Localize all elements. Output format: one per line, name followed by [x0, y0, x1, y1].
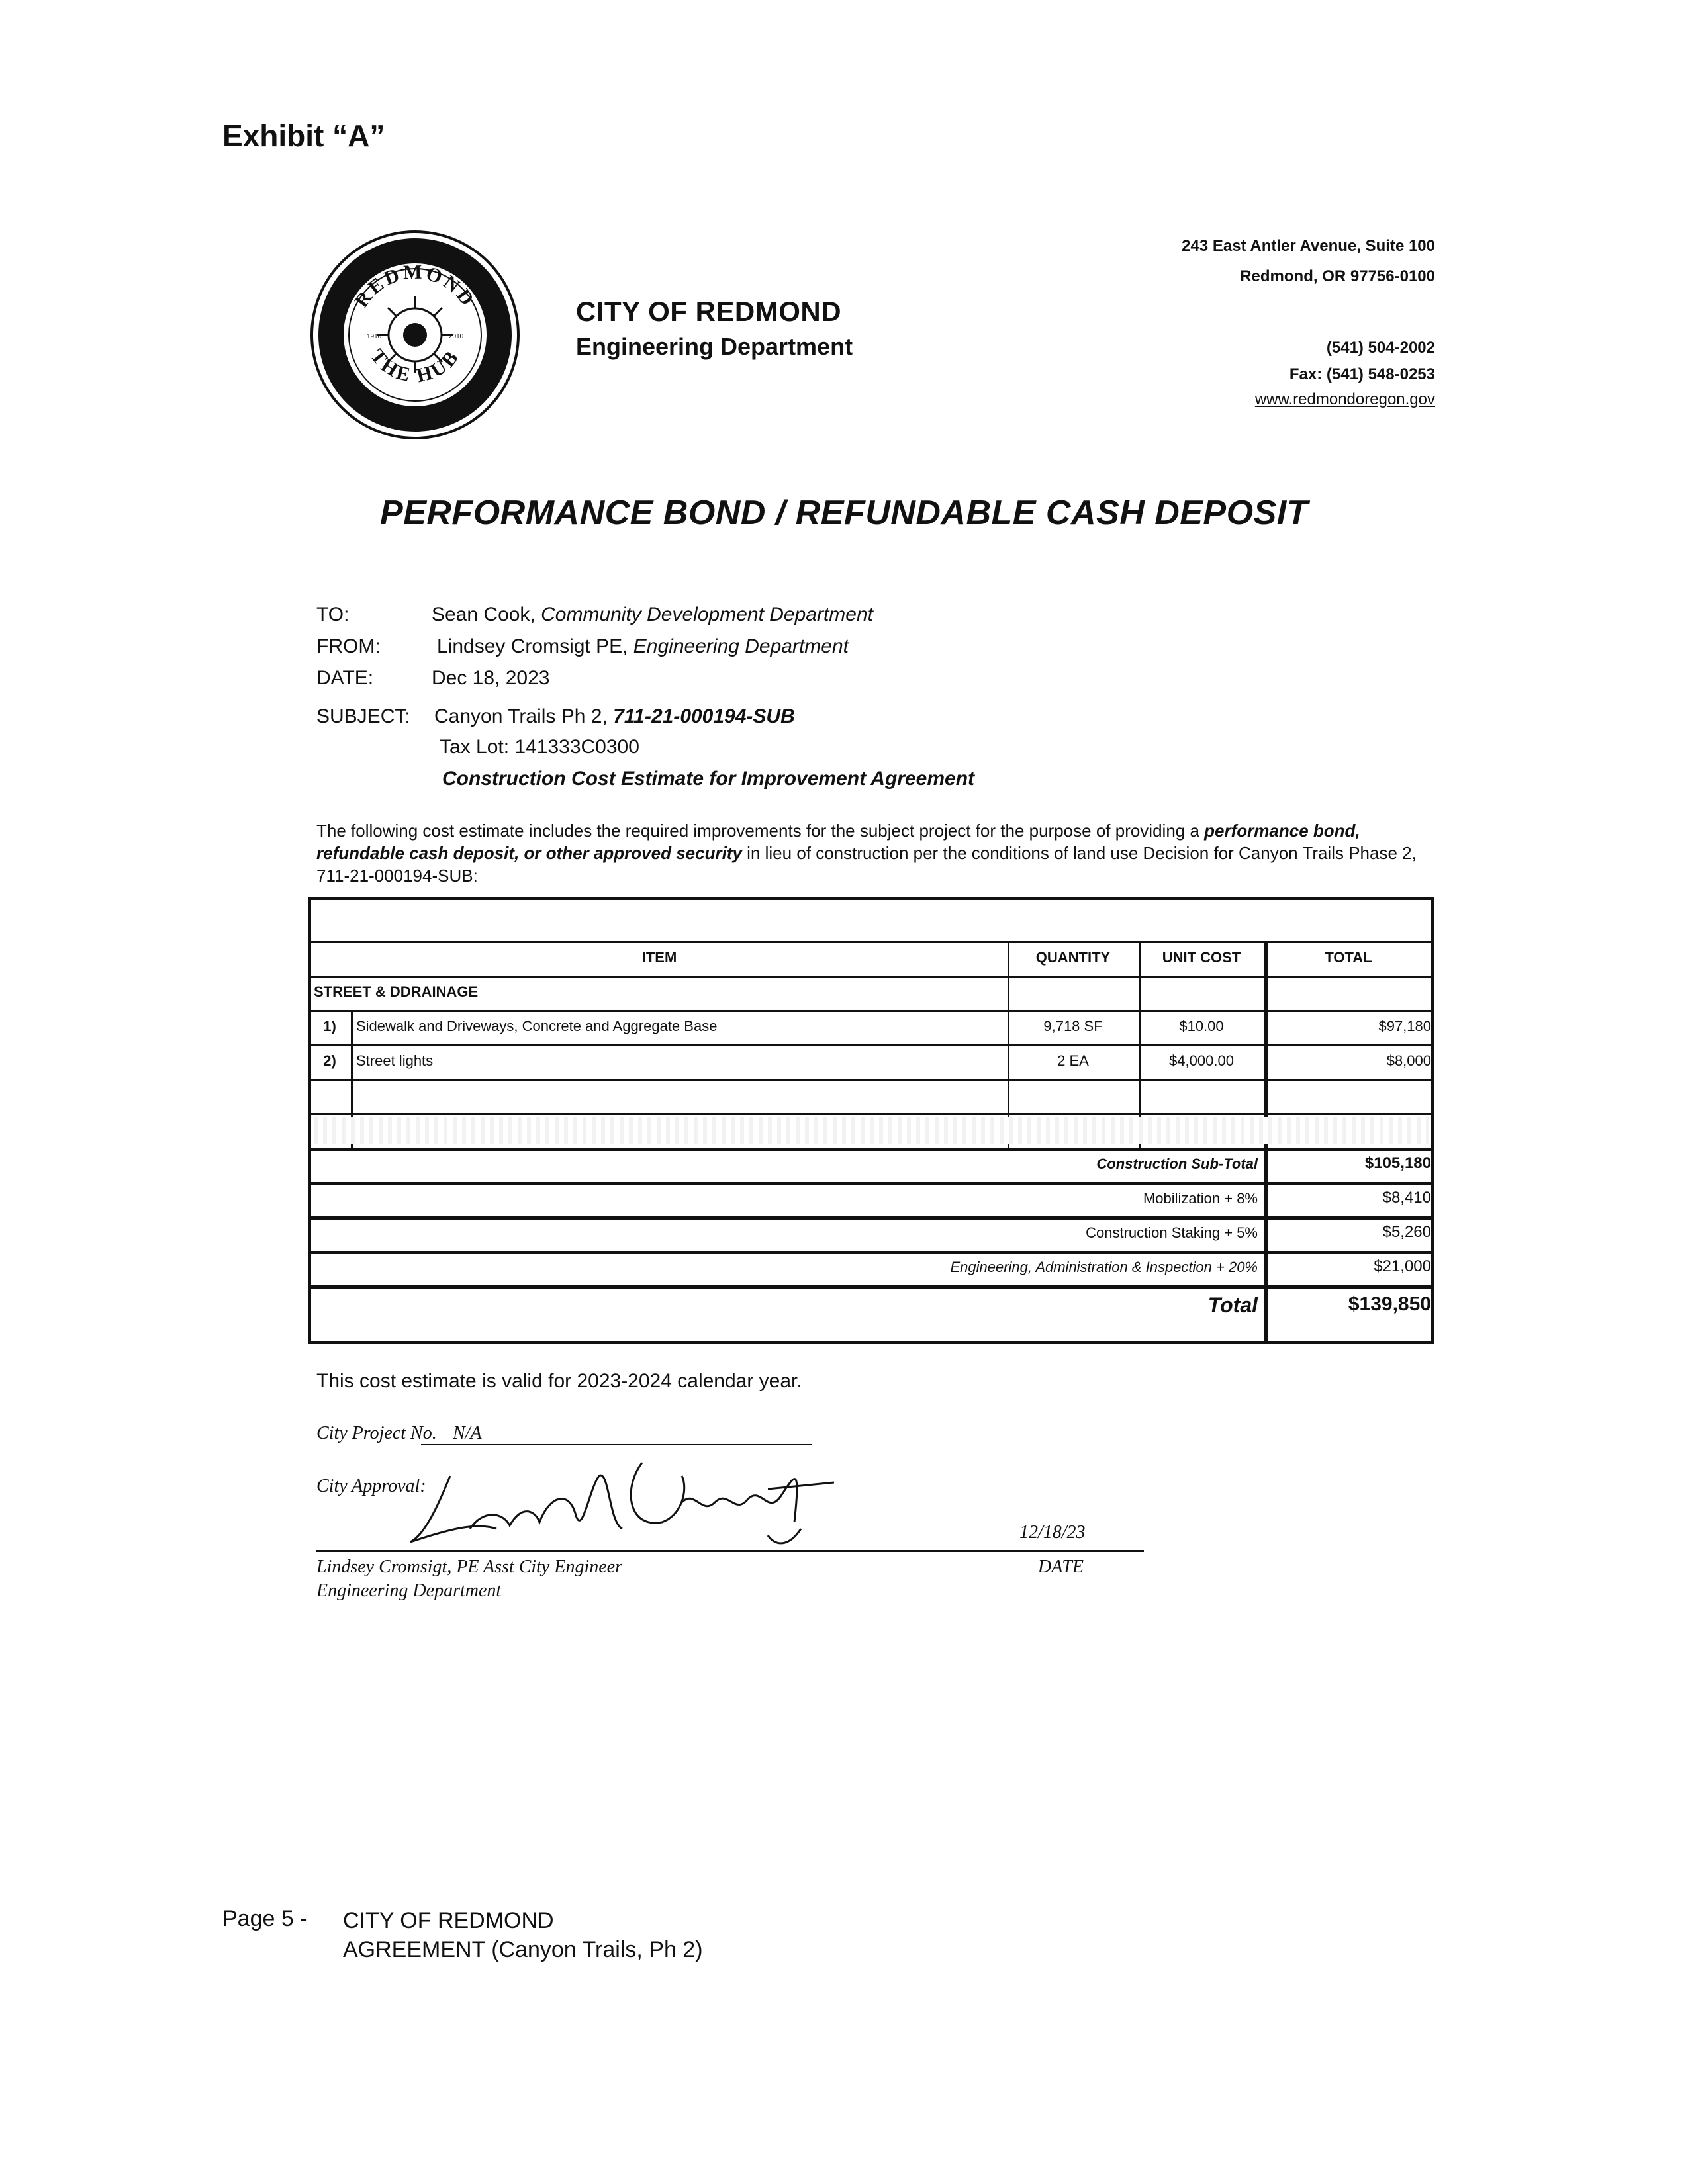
col-header-item: ITEM [641, 949, 677, 966]
website-link[interactable]: www.redmondoregon.gov [1254, 390, 1435, 408]
signature-image [371, 1449, 834, 1549]
subject-project: Canyon Trails Ph 2, [434, 705, 614, 727]
subject-value [434, 705, 795, 728]
tax-lot: Tax Lot: 141333C0300 [440, 736, 639, 758]
section-street-drainage: STREET & DDRAINAGE [314, 983, 479, 1000]
row-number: 1) [323, 1018, 336, 1034]
intro-paragraph [316, 819, 1429, 887]
intro-part1: The following cost estimate includes the required improvements for the subject project for the purpose of providing a [316, 821, 1205, 841]
approval-date: 12/18/23 [1019, 1522, 1086, 1543]
date-label: DATE: [316, 667, 374, 689]
row-quantity: 2 EA [1057, 1052, 1089, 1069]
summary-label-total: Total [1207, 1293, 1258, 1317]
seal-year-left: 1910 [367, 333, 382, 340]
summary-label: Engineering, Administration & Inspection + 20% [950, 1259, 1258, 1275]
address-line1: 243 East Antler Avenue, Suite 100 [1182, 237, 1435, 255]
footer-text [343, 1906, 703, 1964]
signature-line [316, 1550, 1144, 1552]
col-header-quantity: QUANTITY [1035, 949, 1111, 966]
row-total: $8,000 [1386, 1052, 1431, 1069]
project-number-value: N/A [421, 1423, 812, 1445]
document-title: PERFORMANCE BOND / REFUNDABLE CASH DEPOSIT [380, 494, 1308, 532]
row-quantity: 9,718 SF [1043, 1018, 1103, 1034]
validity-statement: This cost estimate is valid for 2023-2024 calendar year. [316, 1370, 802, 1392]
summary-value: $105,180 [1364, 1154, 1431, 1172]
from-department: Engineering Department [633, 635, 849, 657]
approval-label: City Approval: [316, 1476, 426, 1496]
subject-number: 711-21-000194-SUB [613, 705, 795, 727]
seal-top-text: REDMOND [350, 261, 480, 312]
col-header-total: TOTAL [1325, 949, 1372, 966]
signer-name: Lindsey Cromsigt, PE Asst City Engineer [316, 1557, 622, 1577]
summary-label: Mobilization + 8% [1143, 1190, 1258, 1206]
phone-number: (541) 504-2002 [1326, 339, 1435, 357]
summary-value: $5,260 [1382, 1223, 1431, 1241]
row-unit-cost: $10.00 [1179, 1018, 1224, 1034]
fax-number: Fax: (541) 548-0253 [1289, 365, 1435, 383]
cost-estimate-table [308, 897, 1434, 1344]
address-line2: Redmond, OR 97756-0100 [1240, 267, 1435, 285]
row-number: 2) [323, 1052, 336, 1069]
seal-bottom-text: THE HUB [366, 345, 464, 387]
from-name: Lindsey Cromsigt PE, [437, 635, 633, 657]
footer-line2: AGREEMENT (Canyon Trails, Ph 2) [343, 1937, 703, 1962]
org-name: CITY OF REDMOND [576, 296, 842, 327]
from-label: FROM: [316, 635, 381, 657]
to-value [432, 604, 873, 626]
summary-value: $8,410 [1382, 1189, 1431, 1206]
row-item: Street lights [356, 1052, 434, 1069]
summary-label: Construction Sub-Total [1096, 1156, 1258, 1172]
org-department: Engineering Department [576, 333, 853, 360]
summary-value: $21,000 [1374, 1257, 1431, 1275]
summary-value-total: $139,850 [1348, 1293, 1431, 1315]
to-name: Sean Cook, [432, 604, 541, 625]
exhibit-label: Exhibit “A” [222, 118, 385, 153]
to-department: Community Development Department [541, 604, 873, 625]
footer-line1: CITY OF REDMOND [343, 1908, 554, 1933]
row-total: $97,180 [1378, 1018, 1431, 1034]
intro-emphasis: performance bond, refundable cash deposit, or other approved security [316, 821, 1360, 863]
intro-part2: in lieu of construction per the conditions of land use Decision for Canyon Trails Phase 2, 711-21-000194-SUB: [316, 843, 1417, 886]
col-header-unit-cost: UNIT COST [1162, 949, 1241, 966]
signer-department: Engineering Department [316, 1580, 502, 1601]
summary-label: Construction Staking + 5% [1086, 1224, 1258, 1241]
row-item: Sidewalk and Driveways, Concrete and Aggregate Base [356, 1018, 718, 1034]
subject-description: Construction Cost Estimate for Improvement Agreement [442, 768, 975, 790]
seal-year-right: 2010 [449, 333, 464, 340]
city-seal-logo [308, 228, 522, 441]
page-number: Page 5 - [222, 1906, 308, 1931]
date-value: Dec 18, 2023 [432, 667, 550, 689]
row-unit-cost: $4,000.00 [1169, 1052, 1234, 1069]
subject-label: SUBJECT: [316, 705, 410, 727]
approval-date-label: DATE [1038, 1557, 1084, 1577]
from-value [437, 635, 849, 658]
scan-noise-row [314, 1117, 1429, 1144]
to-label: TO: [316, 604, 350, 625]
project-number-label: City Project No. [316, 1423, 437, 1443]
